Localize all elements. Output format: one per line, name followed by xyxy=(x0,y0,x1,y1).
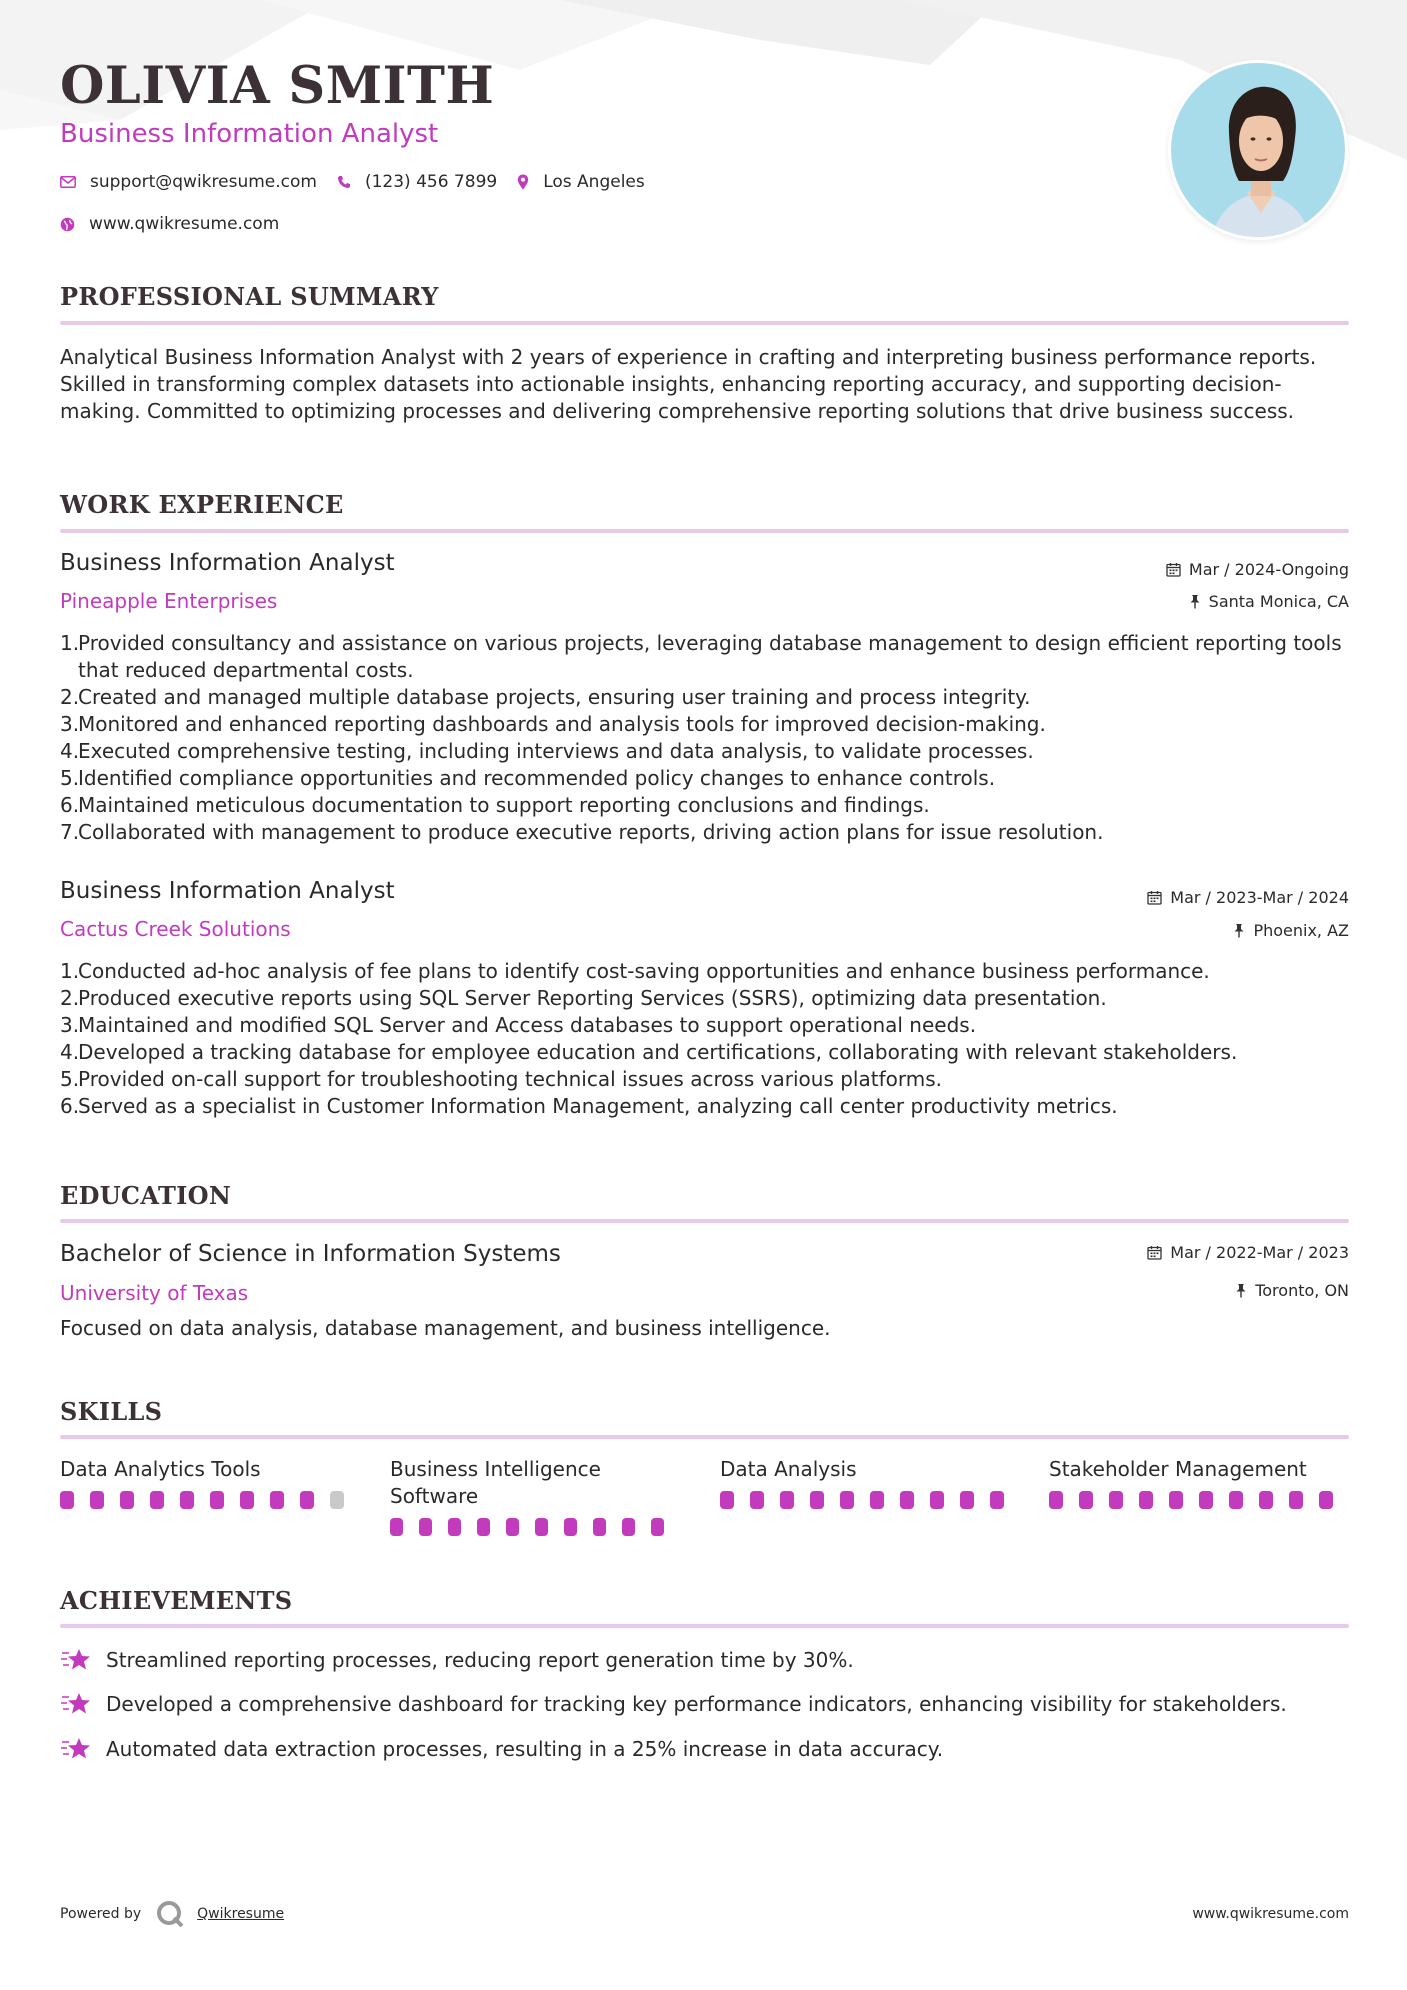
skill-dot-filled xyxy=(840,1491,854,1509)
skill-dot-filled xyxy=(300,1491,314,1509)
skill-dot-filled xyxy=(930,1491,944,1509)
skill-item xyxy=(60,1456,360,1509)
job-title: Business Information Analyst xyxy=(60,550,395,576)
skill-dot-filled xyxy=(448,1518,461,1536)
section-title-summary: PROFESSIONAL SUMMARY xyxy=(60,282,439,311)
skill-rating xyxy=(720,1491,1020,1509)
section-title-work: WORK EXPERIENCE xyxy=(60,490,344,519)
contact-row-web xyxy=(60,214,299,234)
skill-name: Data Analytics Tools xyxy=(60,1457,261,1481)
skill-dot-filled xyxy=(780,1491,794,1509)
job-dates xyxy=(1147,888,1349,907)
skill-dot-filled xyxy=(240,1491,254,1509)
calendar-icon xyxy=(1147,1245,1162,1260)
job-company: Cactus Creek Solutions xyxy=(60,917,291,941)
footer-powered-by xyxy=(60,1899,284,1929)
skill-dot-empty xyxy=(330,1491,344,1509)
skill-dot-filled xyxy=(150,1491,164,1509)
list-item: 1. Conducted ad-hoc analysis of fee plans to identify cost-saving opportunities and enhance business performance. xyxy=(60,959,1210,983)
job-location-text: Phoenix, AZ xyxy=(1253,921,1349,940)
section-divider xyxy=(60,1624,1349,1628)
list-item: 4. Executed comprehensive testing, including interviews and data analysis, to validate processes. xyxy=(60,739,1034,763)
job-company: Pineapple Enterprises xyxy=(60,589,278,613)
list-item: 2. Created and managed multiple database projects, ensuring user training and process integrity. xyxy=(60,685,1031,709)
section-title-education: EDUCATION xyxy=(60,1181,232,1210)
globe-icon xyxy=(60,217,75,232)
section-divider xyxy=(60,1219,1349,1223)
job-dates-text: Mar / 2024-Ongoing xyxy=(1188,560,1349,579)
education-dates-text: Mar / 2022-Mar / 2023 xyxy=(1170,1243,1349,1262)
skill-item xyxy=(720,1456,1020,1509)
job-bullets xyxy=(60,630,1349,846)
section-title-achievements: ACHIEVEMENTS xyxy=(60,1586,293,1615)
skill-dot-filled xyxy=(1109,1491,1123,1509)
skill-dot-filled xyxy=(1229,1491,1243,1509)
pushpin-icon xyxy=(1235,1283,1247,1298)
skill-dot-filled xyxy=(750,1491,764,1509)
pushpin-icon xyxy=(1233,923,1245,938)
skill-dot-filled xyxy=(1169,1491,1183,1509)
degree-title: Bachelor of Science in Information Systems xyxy=(60,1241,561,1267)
job-dates-text: Mar / 2023-Mar / 2024 xyxy=(1170,888,1349,907)
resume-page xyxy=(60,0,1349,1990)
star-icon xyxy=(60,1736,92,1762)
email-text: support@qwikresume.com xyxy=(90,172,317,192)
contact-website[interactable] xyxy=(60,214,279,234)
skill-item xyxy=(1049,1456,1349,1509)
skill-dot-filled xyxy=(1049,1491,1063,1509)
section-divider xyxy=(60,1435,1349,1439)
candidate-name: OLIVIA SMITH xyxy=(60,56,495,116)
location-text: Los Angeles xyxy=(543,172,645,192)
job-title: Business Information Analyst xyxy=(60,878,395,904)
star-icon xyxy=(60,1691,92,1717)
candidate-title: Business Information Analyst xyxy=(60,119,439,149)
skill-dot-filled xyxy=(419,1518,432,1536)
skill-item xyxy=(390,1456,680,1536)
job-dates xyxy=(1166,560,1349,579)
list-item: 3. Monitored and enhanced reporting dashboards and analysis tools for improved decision-making. xyxy=(60,712,1046,736)
skill-dot-filled xyxy=(1259,1491,1273,1509)
skill-dot-filled xyxy=(270,1491,284,1509)
contact-email[interactable] xyxy=(60,172,317,192)
skill-dot-filled xyxy=(180,1491,194,1509)
achievement-item xyxy=(60,1736,943,1762)
phone-text: (123) 456 7899 xyxy=(364,172,498,192)
school-name: University of Texas xyxy=(60,1281,249,1305)
list-item: 5. Identified compliance opportunities and recommended policy changes to enhance controls. xyxy=(60,766,996,790)
map-pin-icon xyxy=(517,174,529,190)
skill-dot-filled xyxy=(1079,1491,1093,1509)
skill-dot-filled xyxy=(900,1491,914,1509)
achievement-item xyxy=(60,1647,854,1673)
skill-name: Stakeholder Management xyxy=(1049,1457,1307,1481)
skill-dot-filled xyxy=(960,1491,974,1509)
list-item: 7. Collaborated with management to produce executive reports, driving action plans for issue resolution. xyxy=(60,820,1104,844)
job-location xyxy=(1233,921,1349,940)
job-bullets xyxy=(60,958,1349,1120)
calendar-icon xyxy=(1166,562,1181,577)
footer-website[interactable]: www.qwikresume.com xyxy=(1192,1906,1349,1922)
qwikresume-link[interactable]: Qwikresume xyxy=(197,1906,285,1922)
skill-dot-filled xyxy=(810,1491,824,1509)
skill-dot-filled xyxy=(720,1491,734,1509)
skill-rating xyxy=(1049,1491,1349,1509)
achievement-text: Automated data extraction processes, resulting in a 25% increase in data accuracy. xyxy=(106,1737,944,1761)
skill-dot-filled xyxy=(651,1518,664,1536)
skill-dot-filled xyxy=(477,1518,490,1536)
skill-dot-filled xyxy=(593,1518,606,1536)
website-text: www.qwikresume.com xyxy=(89,214,280,234)
contact-phone[interactable] xyxy=(337,172,497,192)
skill-rating xyxy=(60,1491,360,1509)
powered-by-label: Powered by xyxy=(60,1906,142,1922)
skill-dot-filled xyxy=(390,1518,403,1536)
profile-photo xyxy=(1168,60,1348,240)
skill-dot-filled xyxy=(870,1491,884,1509)
contact-row xyxy=(60,172,665,192)
skill-rating xyxy=(390,1518,680,1536)
skill-dot-filled xyxy=(622,1518,635,1536)
summary-text: Analytical Business Information Analyst with 2 years of experience in crafting and interpreting business performance reports. Skilled in transforming complex datasets into actionable insights, enhancing reporting accuracy, and supporting decision-making. Committed to optimizing processes and delivering comprehensive reporting solutions that drive business success. xyxy=(60,345,1317,423)
skill-dot-filled xyxy=(564,1518,577,1536)
education-dates xyxy=(1147,1243,1349,1262)
skill-dot-filled xyxy=(506,1518,519,1536)
education-location xyxy=(1235,1281,1349,1300)
skill-dot-filled xyxy=(60,1491,74,1509)
skill-dot-filled xyxy=(1199,1491,1213,1509)
skill-dot-filled xyxy=(1139,1491,1153,1509)
achievement-text: Streamlined reporting processes, reducing report generation time by 30%. xyxy=(106,1648,854,1672)
list-item: 6. Served as a specialist in Customer Information Management, analyzing call center productivity metrics. xyxy=(60,1094,1118,1118)
skill-dot-filled xyxy=(1319,1491,1333,1509)
envelope-icon xyxy=(60,176,76,188)
skill-dot-filled xyxy=(1289,1491,1303,1509)
skill-dot-filled xyxy=(210,1491,224,1509)
skill-dot-filled xyxy=(120,1491,134,1509)
list-item: 3. Maintained and modified SQL Server and Access databases to support operational needs. xyxy=(60,1013,977,1037)
education-location-text: Toronto, ON xyxy=(1255,1281,1349,1300)
skill-dot-filled xyxy=(90,1491,104,1509)
list-item: 4. Developed a tracking database for employee education and certifications, collaborating with relevant stakeholders. xyxy=(60,1040,1238,1064)
phone-icon xyxy=(337,175,351,189)
achievement-text: Developed a comprehensive dashboard for tracking key performance indicators, enhancing visibility for stakeholders. xyxy=(106,1692,1287,1716)
list-item: 6. Maintained meticulous documentation to support reporting conclusions and findings. xyxy=(60,793,930,817)
list-item: 1. Provided consultancy and assistance on various projects, leveraging database management to design efficient reporting tools that reduced departmental costs. xyxy=(60,631,1342,682)
job-location-text: Santa Monica, CA xyxy=(1208,592,1349,611)
list-item: 2. Produced executive reports using SQL Server Reporting Services (SSRS), optimizing data presentation. xyxy=(60,986,1107,1010)
star-icon xyxy=(60,1647,92,1673)
job-location xyxy=(1189,592,1349,611)
skill-dot-filled xyxy=(535,1518,548,1536)
section-divider xyxy=(60,321,1349,325)
skill-name: Business Intelligence Software xyxy=(390,1457,601,1508)
achievement-item xyxy=(60,1691,1287,1717)
section-title-skills: SKILLS xyxy=(60,1397,163,1426)
education-description: Focused on data analysis, database management, and business intelligence. xyxy=(60,1316,831,1340)
skill-dot-filled xyxy=(990,1491,1004,1509)
list-item: 5. Provided on-call support for troubleshooting technical issues across various platforms. xyxy=(60,1067,942,1091)
section-divider xyxy=(60,529,1349,533)
skill-name: Data Analysis xyxy=(720,1457,857,1481)
contact-location xyxy=(517,172,645,192)
qwikresume-logo-icon xyxy=(155,1899,185,1929)
pushpin-icon xyxy=(1189,594,1201,609)
calendar-icon xyxy=(1147,890,1162,905)
